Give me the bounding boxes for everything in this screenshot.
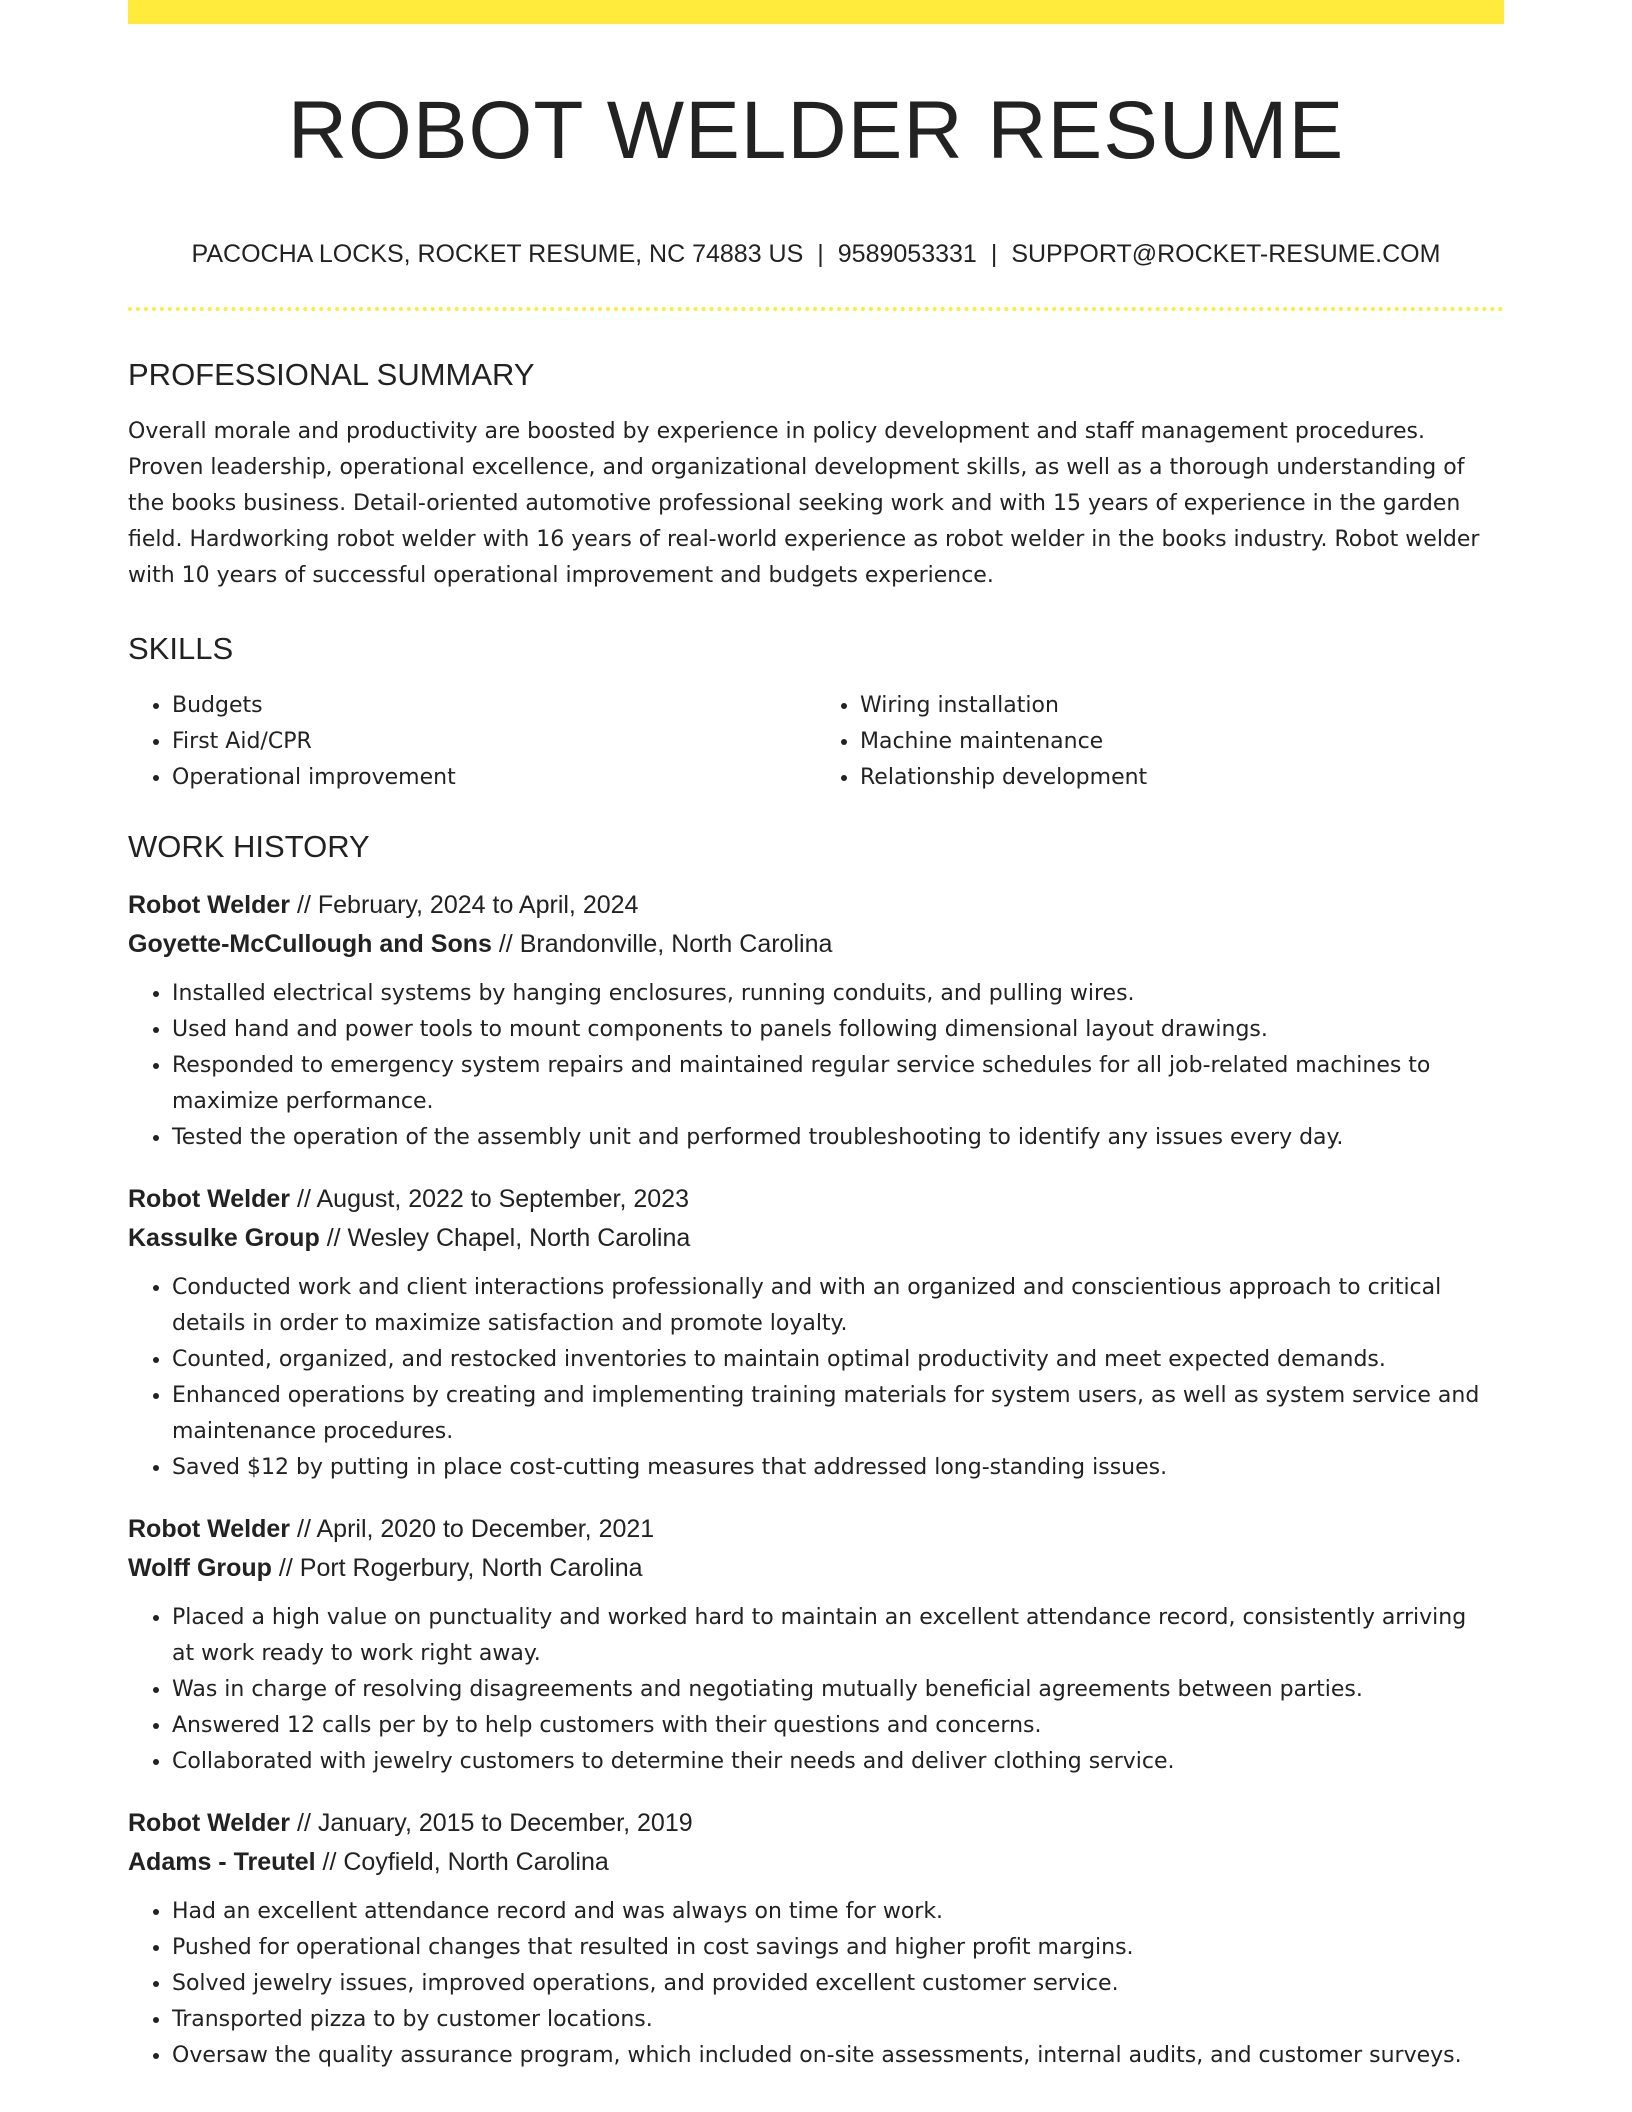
job-company: Goyette-McCullough and Sons [128,930,492,958]
job-company-line [128,1549,1504,1588]
job-title-line [128,886,1504,925]
resume-title: ROBOT WELDER RESUME [287,85,1345,176]
job-location: Coyfield, North Carolina [343,1848,609,1876]
work-history-section [128,822,1504,2074]
job-role: Robot Welder [128,1185,291,1213]
contact-line [128,236,1504,272]
job-bullet: • Collaborated with jewelry customers to determine their needs and deliver clothing service. [172,1744,1504,1780]
job-separator: // [297,891,311,919]
job-separator: // [297,1185,311,1213]
job-company-line [128,925,1504,964]
skills-columns [128,688,1504,796]
job-separator: // [498,930,513,958]
job-dates: January, 2015 to December, 2019 [317,1809,693,1837]
job-bullets [128,976,1504,1156]
job-bullet: • Oversaw the quality assurance program, which included on-site assessments, internal audits, and customer surveys. [172,2038,1504,2074]
skill-item: • First Aid/CPR [172,724,816,760]
job-bullet: • Was in charge of resolving disagreements and negotiating mutually beneficial agreements between parties. [172,1672,1504,1708]
job-dates: February, 2024 to April, 2024 [317,891,639,919]
job-company-line [128,1843,1504,1882]
skill-item: • Relationship development [860,760,1504,796]
job-bullets [128,1270,1504,1486]
work-history-heading: WORK HISTORY [128,829,370,864]
summary-section [128,350,1504,594]
job-separator: // [297,1809,311,1837]
job-entry [128,886,1504,1156]
contact-separator: | [990,240,998,268]
job-bullets [128,1600,1504,1780]
header-divider [128,307,1504,311]
job-separator: // [278,1554,293,1582]
summary-heading: PROFESSIONAL SUMMARY [128,357,535,392]
job-role: Robot Welder [128,1809,291,1837]
job-role: Robot Welder [128,891,291,919]
contact-separator: | [817,240,824,268]
job-location: Brandonville, North Carolina [519,930,833,958]
skills-heading: SKILLS [128,631,234,666]
resume-body [128,350,1504,2098]
job-company: Adams - Treutel [128,1848,316,1876]
contact-email: SUPPORT@ROCKET-RESUME.COM [1011,240,1441,268]
skill-item: • Budgets [172,688,816,724]
job-separator: // [322,1848,337,1876]
job-bullets [128,1894,1504,2074]
job-entry [128,1180,1504,1486]
skill-item: • Operational improvement [172,760,816,796]
job-bullet: • Used hand and power tools to mount components to panels following dimensional layout drawings. [172,1012,1504,1048]
job-bullet: • Tested the operation of the assembly unit and performed troubleshooting to identify any issues every day. [172,1120,1504,1156]
skill-item: • Machine maintenance [860,724,1504,760]
job-company: Wolff Group [128,1554,272,1582]
job-separator: // [297,1515,311,1543]
summary-text: Overall morale and productivity are boosted by experience in policy development and staff management procedures. Proven leadership, operational excellence, and organizational development skills, as well as a thorough understanding of the books business. Detail-oriented automotive professional seeking work and with 15 years of experience in the garden field. Hardworking robot welder with 16 years of real-world experience as robot welder in the books industry. Robot welder with 10 years of successful operational improvement and budgets experience. [128,419,1480,588]
job-bullet: • Had an excellent attendance record and was always on time for work. [172,1894,1504,1930]
contact-phone: 9589053331 [837,240,977,268]
job-bullet: • Counted, organized, and restocked inventories to maintain optimal productivity and meet expected demands. [172,1342,1504,1378]
job-bullet: • Installed electrical systems by hanging enclosures, running conduits, and pulling wires. [172,976,1504,1012]
skill-item: • Wiring installation [860,688,1504,724]
job-bullet: • Enhanced operations by creating and implementing training materials for system users, as well as system service and maintenance procedures. [172,1378,1504,1450]
header-accent-bar [128,0,1504,24]
skills-section [128,624,1504,796]
job-bullet: • Responded to emergency system repairs and maintained regular service schedules for all job-related machines to maximize performance. [172,1048,1504,1120]
job-entry [128,1804,1504,2074]
job-company-line [128,1219,1504,1258]
skills-list-left [128,688,816,796]
job-separator: // [326,1224,341,1252]
job-bullet: • Conducted work and client interactions professionally and with an organized and conscientious approach to critical details in order to maximize satisfaction and promote loyalty. [172,1270,1504,1342]
job-bullet: • Answered 12 calls per by to help customers with their questions and concerns. [172,1708,1504,1744]
job-title-line [128,1804,1504,1843]
job-dates: August, 2022 to September, 2023 [316,1185,689,1213]
skills-list-right [816,688,1504,796]
job-bullet: • Transported pizza to by customer locations. [172,2002,1504,2038]
job-title-line [128,1510,1504,1549]
job-entry [128,1510,1504,1780]
job-bullet: • Pushed for operational changes that resulted in cost savings and higher profit margins. [172,1930,1504,1966]
job-title-line [128,1180,1504,1219]
job-dates: April, 2020 to December, 2021 [316,1515,655,1543]
contact-address: PACOCHA LOCKS, ROCKET RESUME, NC 74883 US [191,240,804,268]
job-role: Robot Welder [128,1515,291,1543]
job-location: Port Rogerbury, North Carolina [299,1554,643,1582]
job-bullet: • Saved $12 by putting in place cost-cutting measures that addressed long-standing issues. [172,1450,1504,1486]
job-bullet: • Solved jewelry issues, improved operations, and provided excellent customer service. [172,1966,1504,2002]
job-company: Kassulke Group [128,1224,320,1252]
job-bullet: • Placed a high value on punctuality and worked hard to maintain an excellent attendance record, consistently arriving at work ready to work right away. [172,1600,1504,1672]
job-location: Wesley Chapel, North Carolina [347,1224,691,1252]
